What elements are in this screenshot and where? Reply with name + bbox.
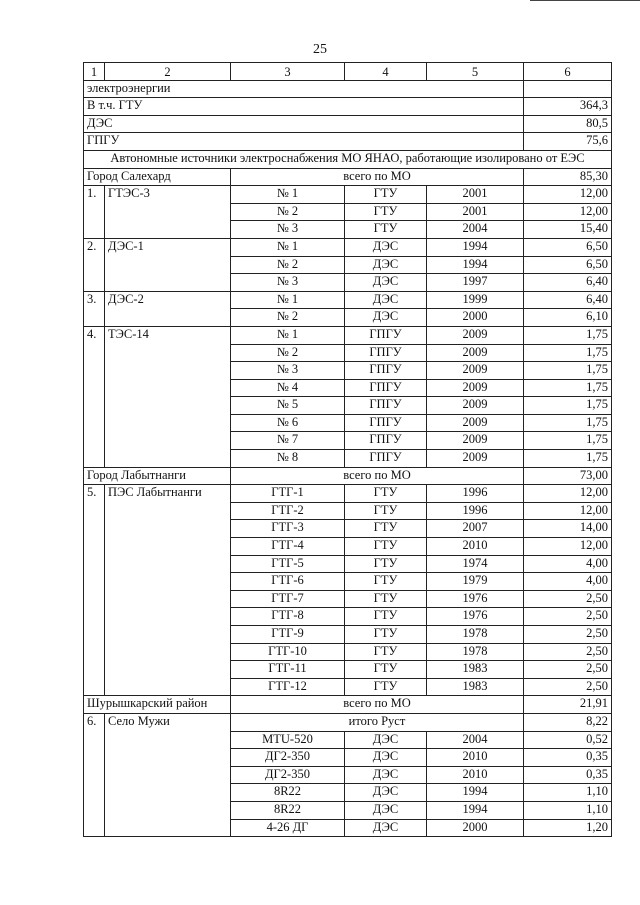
unit-power: 1,75 xyxy=(524,397,612,415)
table-row xyxy=(84,485,612,503)
unit-type: ГТУ xyxy=(345,608,427,626)
unit-name: ГТГ-5 xyxy=(231,555,345,573)
unit-type: ГПГУ xyxy=(345,326,427,344)
unit-power: 1,75 xyxy=(524,379,612,397)
unit-type: ГТУ xyxy=(345,590,427,608)
unit-type: ГТУ xyxy=(345,221,427,239)
unit-year: 2009 xyxy=(427,432,524,450)
unit-type: ГПГУ xyxy=(345,379,427,397)
unit-name: № 2 xyxy=(231,256,345,274)
unit-year: 1996 xyxy=(427,485,524,503)
unit-power: 2,50 xyxy=(524,626,612,644)
plant-number: 6. xyxy=(84,713,105,836)
table-row xyxy=(84,98,612,116)
area-name: Город Лабытнанги xyxy=(84,467,231,485)
unit-type: ГТУ xyxy=(345,661,427,679)
unit-power: 0,35 xyxy=(524,766,612,784)
unit-type: ДЭС xyxy=(345,731,427,749)
unit-year: 2009 xyxy=(427,450,524,468)
unit-power: 1,75 xyxy=(524,362,612,380)
unit-power: 6,10 xyxy=(524,309,612,327)
unit-name: № 2 xyxy=(231,309,345,327)
plant-number: 3. xyxy=(84,291,105,326)
unit-power: 1,75 xyxy=(524,344,612,362)
unit-name: ГТГ-6 xyxy=(231,573,345,591)
area-name: Шурышкарский район xyxy=(84,696,231,714)
unit-year: 1983 xyxy=(427,678,524,696)
plant-name: ГТЭС-3 xyxy=(105,186,231,239)
table-row xyxy=(84,115,612,133)
unit-year: 2009 xyxy=(427,414,524,432)
plant-number: 4. xyxy=(84,326,105,467)
unit-name: № 7 xyxy=(231,432,345,450)
unit-type: ГТУ xyxy=(345,555,427,573)
unit-year: 1994 xyxy=(427,238,524,256)
unit-type: ГТУ xyxy=(345,485,427,503)
plant-name: ПЭС Лабытнанги xyxy=(105,485,231,696)
unit-year: 1994 xyxy=(427,256,524,274)
unit-type: ГТУ xyxy=(345,573,427,591)
unit-name: ГТГ-10 xyxy=(231,643,345,661)
plant-name: ДЭС-2 xyxy=(105,291,231,326)
unit-type: ДЭС xyxy=(345,256,427,274)
power-sources-table xyxy=(83,62,612,837)
unit-year: 2010 xyxy=(427,538,524,556)
unit-year: 2009 xyxy=(427,326,524,344)
plant-subtotal-label: итого Руст xyxy=(231,713,524,731)
unit-name: № 3 xyxy=(231,274,345,292)
plant-subtotal: 8,22 xyxy=(524,713,612,731)
unit-power: 2,50 xyxy=(524,608,612,626)
row-value: 80,5 xyxy=(524,115,612,133)
unit-year: 2004 xyxy=(427,221,524,239)
unit-name: ГТГ-1 xyxy=(231,485,345,503)
unit-type: ДЭС xyxy=(345,238,427,256)
unit-name: № 3 xyxy=(231,221,345,239)
unit-year: 2009 xyxy=(427,344,524,362)
unit-year: 1983 xyxy=(427,661,524,679)
unit-type: ГПГУ xyxy=(345,450,427,468)
area-row xyxy=(84,467,612,485)
unit-year: 1997 xyxy=(427,274,524,292)
unit-type: ДЭС xyxy=(345,801,427,819)
unit-name: 8R22 xyxy=(231,784,345,802)
unit-power: 12,00 xyxy=(524,203,612,221)
unit-name: ГТГ-8 xyxy=(231,608,345,626)
unit-year: 2004 xyxy=(427,731,524,749)
unit-name: № 1 xyxy=(231,326,345,344)
unit-year: 1978 xyxy=(427,643,524,661)
section-row xyxy=(84,150,612,168)
row-label: В т.ч. ГТУ xyxy=(84,98,524,116)
unit-name: № 6 xyxy=(231,414,345,432)
plant-number: 5. xyxy=(84,485,105,696)
unit-name: № 4 xyxy=(231,379,345,397)
row-value: 75,6 xyxy=(524,133,612,151)
unit-power: 14,00 xyxy=(524,520,612,538)
unit-type: ДЭС xyxy=(345,766,427,784)
unit-name: № 2 xyxy=(231,344,345,362)
row-label: ГПГУ xyxy=(84,133,524,151)
unit-type: ДЭС xyxy=(345,291,427,309)
plant-number: 2. xyxy=(84,238,105,291)
unit-type: ГТУ xyxy=(345,643,427,661)
unit-year: 2001 xyxy=(427,186,524,204)
unit-type: ГПГУ xyxy=(345,344,427,362)
column-header: 4 xyxy=(345,63,427,81)
unit-year: 2010 xyxy=(427,766,524,784)
unit-power: 12,00 xyxy=(524,186,612,204)
section-title: Автономные источники электроснабжения МО ЯНАО, работающие изолировано от ЕЭС xyxy=(84,150,612,168)
unit-name: № 2 xyxy=(231,203,345,221)
unit-type: ГПГУ xyxy=(345,397,427,415)
unit-power: 2,50 xyxy=(524,590,612,608)
area-row xyxy=(84,696,612,714)
unit-name: MTU-520 xyxy=(231,731,345,749)
table-row xyxy=(84,133,612,151)
row-value xyxy=(524,80,612,98)
unit-type: ГТУ xyxy=(345,520,427,538)
unit-name: № 5 xyxy=(231,397,345,415)
unit-power: 0,35 xyxy=(524,749,612,767)
unit-name: ГТГ-2 xyxy=(231,502,345,520)
unit-power: 6,50 xyxy=(524,238,612,256)
unit-name: ГТГ-3 xyxy=(231,520,345,538)
table-row xyxy=(84,186,612,204)
unit-type: ГТУ xyxy=(345,538,427,556)
plant-name: Село Мужи xyxy=(105,713,231,836)
row-value: 364,3 xyxy=(524,98,612,116)
unit-year: 1999 xyxy=(427,291,524,309)
unit-power: 2,50 xyxy=(524,678,612,696)
table-row xyxy=(84,80,612,98)
unit-type: ДЭС xyxy=(345,784,427,802)
unit-power: 6,40 xyxy=(524,291,612,309)
area-total-label: всего по МО xyxy=(231,467,524,485)
unit-type: ГТУ xyxy=(345,203,427,221)
unit-power: 2,50 xyxy=(524,643,612,661)
unit-power: 1,10 xyxy=(524,784,612,802)
plant-subtotal-row xyxy=(84,713,612,731)
area-total-label: всего по МО xyxy=(231,696,524,714)
unit-year: 1994 xyxy=(427,784,524,802)
unit-power: 1,20 xyxy=(524,819,612,837)
plant-name: ТЭС-14 xyxy=(105,326,231,467)
area-total: 21,91 xyxy=(524,696,612,714)
unit-year: 2009 xyxy=(427,379,524,397)
unit-name: № 3 xyxy=(231,362,345,380)
unit-name: ДГ2-350 xyxy=(231,749,345,767)
row-label: электроэнергии xyxy=(84,80,524,98)
page-number: 25 xyxy=(313,42,327,57)
plant-name: ДЭС-1 xyxy=(105,238,231,291)
unit-type: ГПГУ xyxy=(345,432,427,450)
unit-power: 4,00 xyxy=(524,555,612,573)
unit-name: 4-26 ДГ xyxy=(231,819,345,837)
unit-name: № 8 xyxy=(231,450,345,468)
unit-type: ДЭС xyxy=(345,309,427,327)
column-header: 2 xyxy=(105,63,231,81)
unit-year: 2009 xyxy=(427,362,524,380)
header-row xyxy=(84,63,612,81)
unit-year: 2000 xyxy=(427,309,524,327)
unit-name: ДГ2-350 xyxy=(231,766,345,784)
unit-power: 2,50 xyxy=(524,661,612,679)
unit-power: 0,52 xyxy=(524,731,612,749)
unit-year: 1976 xyxy=(427,590,524,608)
unit-name: № 1 xyxy=(231,291,345,309)
unit-name: ГТГ-12 xyxy=(231,678,345,696)
unit-type: ГТУ xyxy=(345,186,427,204)
area-name: Город Салехард xyxy=(84,168,231,186)
column-header: 3 xyxy=(231,63,345,81)
unit-name: ГТГ-11 xyxy=(231,661,345,679)
plant-number: 1. xyxy=(84,186,105,239)
unit-year: 1994 xyxy=(427,801,524,819)
column-header: 5 xyxy=(427,63,524,81)
unit-year: 1979 xyxy=(427,573,524,591)
unit-year: 1978 xyxy=(427,626,524,644)
unit-power: 1,75 xyxy=(524,450,612,468)
unit-type: ДЭС xyxy=(345,819,427,837)
unit-type: ГПГУ xyxy=(345,362,427,380)
unit-name: ГТГ-4 xyxy=(231,538,345,556)
unit-power: 1,75 xyxy=(524,326,612,344)
unit-year: 2010 xyxy=(427,749,524,767)
column-header: 6 xyxy=(524,63,612,81)
unit-year: 2001 xyxy=(427,203,524,221)
unit-type: ГПГУ xyxy=(345,414,427,432)
column-header: 1 xyxy=(84,63,105,81)
table-row xyxy=(84,291,612,309)
unit-power: 6,40 xyxy=(524,274,612,292)
table-row xyxy=(84,238,612,256)
unit-type: ГТУ xyxy=(345,678,427,696)
unit-year: 1996 xyxy=(427,502,524,520)
unit-name: ГТГ-9 xyxy=(231,626,345,644)
area-total: 73,00 xyxy=(524,467,612,485)
unit-power: 6,50 xyxy=(524,256,612,274)
unit-type: ДЭС xyxy=(345,749,427,767)
unit-name: ГТГ-7 xyxy=(231,590,345,608)
unit-power: 1,75 xyxy=(524,432,612,450)
unit-year: 2007 xyxy=(427,520,524,538)
unit-power: 12,00 xyxy=(524,502,612,520)
top-rule xyxy=(530,0,640,1)
area-row xyxy=(84,168,612,186)
unit-power: 1,75 xyxy=(524,414,612,432)
unit-type: ГТУ xyxy=(345,502,427,520)
unit-type: ДЭС xyxy=(345,274,427,292)
table-row xyxy=(84,326,612,344)
unit-name: № 1 xyxy=(231,238,345,256)
unit-name: 8R22 xyxy=(231,801,345,819)
unit-type: ГТУ xyxy=(345,626,427,644)
unit-name: № 1 xyxy=(231,186,345,204)
area-total-label: всего по МО xyxy=(231,168,524,186)
unit-power: 12,00 xyxy=(524,538,612,556)
unit-year: 1976 xyxy=(427,608,524,626)
unit-power: 15,40 xyxy=(524,221,612,239)
area-total: 85,30 xyxy=(524,168,612,186)
unit-power: 1,10 xyxy=(524,801,612,819)
row-label: ДЭС xyxy=(84,115,524,133)
unit-year: 1974 xyxy=(427,555,524,573)
unit-year: 2000 xyxy=(427,819,524,837)
unit-power: 12,00 xyxy=(524,485,612,503)
unit-power: 4,00 xyxy=(524,573,612,591)
unit-year: 2009 xyxy=(427,397,524,415)
